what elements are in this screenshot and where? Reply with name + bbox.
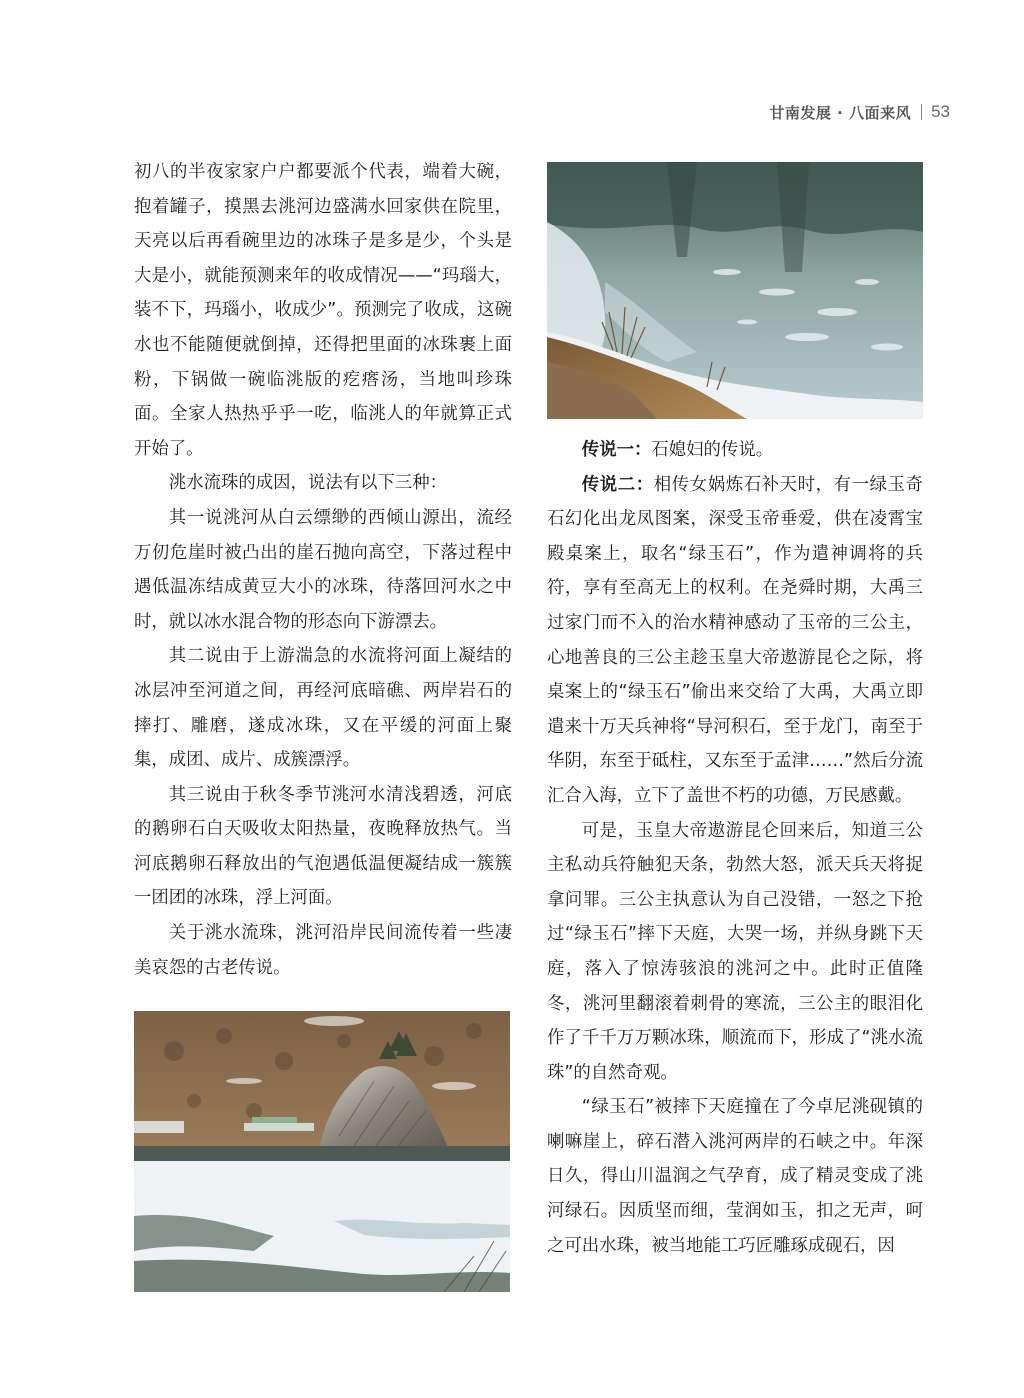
paragraph: 洮水流珠的成因，说法有以下三种： (168, 473, 448, 494)
paragraph: 可是，玉皇大帝遨游昆仑回来后，知道三公主私动兵符触犯天条，勃然大怒，派天兵天将捉拿问罪。三公主执意认为自己没错，一怒之下抢过“绿玉石”摔下天庭，大哭一场，并纵身跳下天庭，落入了惊涛骇浪的洮河之中。此时正值隆冬，洮河里翻滚着刺骨的寒流，三公主的眼泪化作了千千万万颗冰珠，顺流而下，形成了“洮水流珠”的自然奇观。 (547, 820, 923, 1083)
paragraph: 初八的半夜家家户户都要派个代表，端着大碗，抱着罐子，摸黑去洮河边盛满水回家供在院里，天亮以后再看碗里边的冰珠子是多是少，个头是大是小，就能预测来年的收成情况——“玛瑙大，装不下，玛瑙小，收成少”。预测完了收成，这碗水也不能随便就倒掉，还得把里面的冰珠裹上面粉，下锅做一碗临洮版的疙瘩汤，当地叫珍珠面。全家人热热乎乎一吃，临洮人的年就算正式开始了。 (134, 162, 512, 459)
paragraph: 其一说洮河从白云缥缈的西倾山源出，流经万仞危崖时被凸出的崖石抛向高空，下落过程中遇低温冻结成黄豆大小的冰珠，待落回河水之中时，就以冰水混合物的形态向下游漂去。 (134, 507, 512, 632)
photo-icy-river-image (547, 162, 923, 419)
header-divider (921, 104, 922, 120)
right-text-column (547, 433, 923, 1263)
legend-one (547, 433, 923, 468)
paragraph: 其二说由于上游湍急的水流将河面上凝结的冰层冲至河道之间，再经河底暗礁、两岸岩石的摔打、雕磨，遂成冰珠，又在平缓的河面上聚集，成团、成片、成簇漂浮。 (134, 646, 512, 771)
paragraph: 关于洮水流珠，洮河沿岸民间流传着一些凄美哀怨的古老传说。 (134, 923, 512, 978)
paragraph: 其三说由于秋冬季节洮河水清浅碧透，河底的鹅卵石白天吸收太阳热量，夜晚释放热气。当河底鹅卵石释放出的气泡遇低温便凝结成一簇簇一团团的冰珠，浮上河面。 (134, 784, 512, 909)
paragraph: “绿玉石”被摔下天庭撞在了今卓尼洮砚镇的喇嘛崖上，碎石潜入洮河两岸的石峡之中。年深日久，得山川温润之气孕育，成了精灵变成了洮河绿石。因质坚而细，莹润如玉，扣之无声，呵之可出水珠，被当地能工巧匠雕琢成砚石，因 (547, 1097, 923, 1256)
photo-rock-frozen-river (134, 1011, 510, 1292)
section-title: 甘南发展 · 八面来风 (769, 103, 912, 122)
photo-rock-frozen-river-image (134, 1011, 510, 1292)
legend-two-label: 传说二： (581, 474, 654, 495)
legend-one-text: 石媳妇的传说。 (651, 440, 774, 460)
legend-one-label: 传说一： (581, 440, 652, 460)
legend-two-text: 相传女娲炼石补天时，有一绿玉奇石幻化出龙凤图案，深受玉帝垂爱，供在凌霄宝殿桌案上，取名“绿玉石”，作为遣神调将的兵符，享有至高无上的权利。在尧舜时期，大禹三过家门而不入的治水精神感动了玉帝的三公主，心地善良的三公主趁玉皇大帝遨游昆仑之际，将桌案上的“绿玉石”偷出来交给了大禹，大禹立即遣来十万天兵神将“导河积石，至于龙门，南至于华阴，东至于砥柱，又东至于孟津……”然后分流汇合入海，立下了盖世不朽的功德，万民感戴。 (547, 474, 923, 806)
page-number: 53 (931, 102, 950, 121)
photo-icy-river (547, 162, 923, 419)
running-header (769, 100, 950, 124)
left-text-column (134, 155, 512, 985)
legend-two (547, 468, 923, 814)
